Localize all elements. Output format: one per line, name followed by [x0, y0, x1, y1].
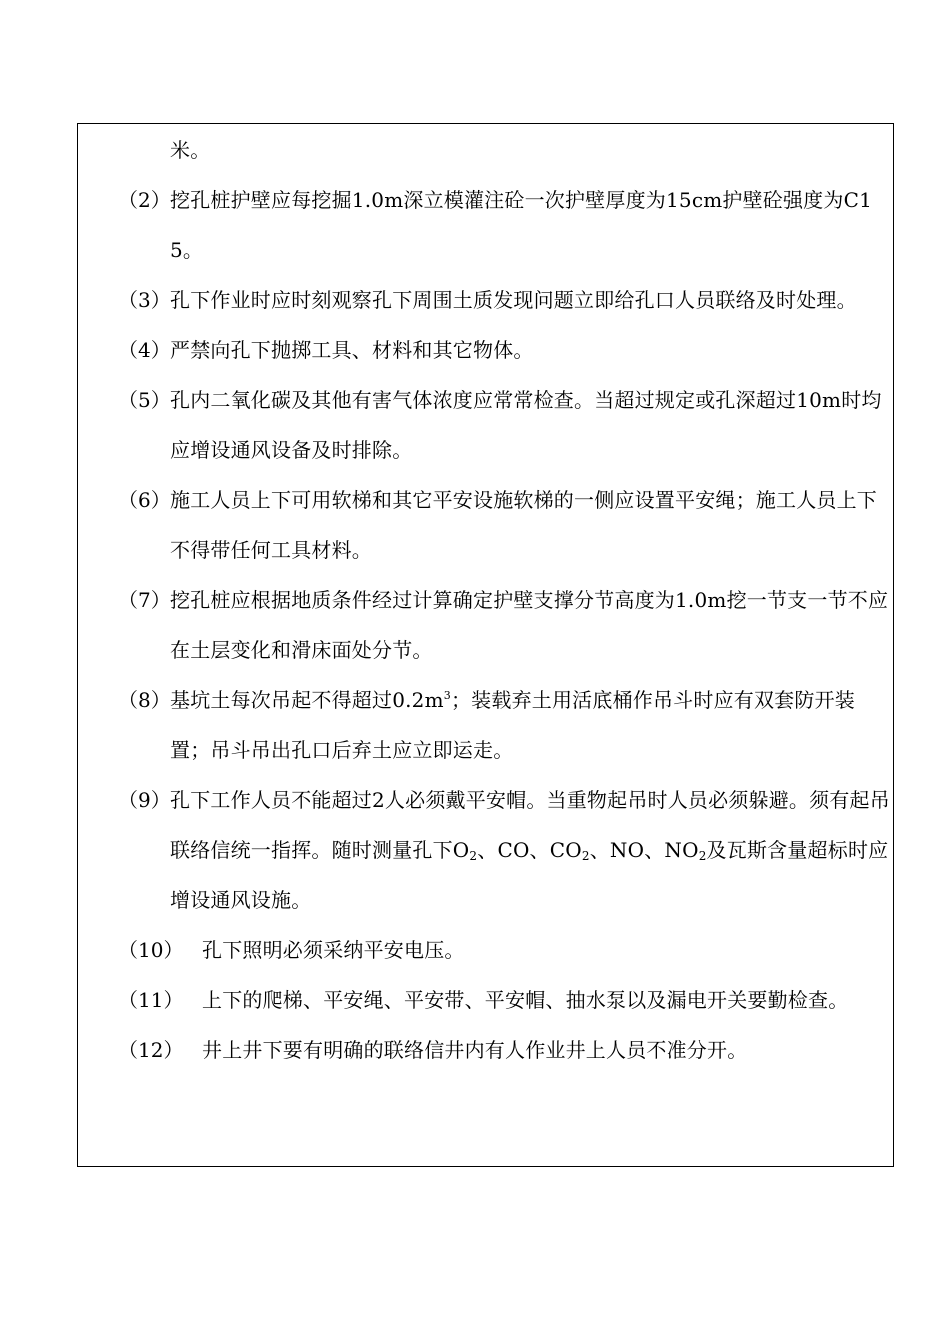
list-item — [118, 1025, 890, 1075]
subscript: 2 — [581, 849, 590, 863]
item-text-part: 、NO、NO — [589, 838, 699, 862]
list-item — [118, 275, 890, 325]
superscript: 3 — [443, 689, 451, 702]
item-number: （5） — [118, 388, 171, 412]
list-item — [118, 975, 890, 1025]
item-text: 挖孔桩护壁应每挖掘1.0m深立模灌注砼一次护壁厚度为15cm护壁砼强度为C15。 — [170, 188, 873, 262]
item-text-part: 及瓦斯含量超标时应增设通风设施。 — [170, 838, 889, 912]
list-item — [118, 675, 890, 775]
item-number: （10） — [118, 938, 184, 962]
item-number: （11） — [118, 988, 184, 1012]
subscript: 2 — [698, 849, 707, 863]
list-item — [118, 175, 890, 275]
item-number: （3） — [118, 288, 171, 312]
item-text: 施工人员上下可用软梯和其它平安设施软梯的一侧应设置平安绳；施工人员上下不得带任何工具材料。 — [170, 488, 877, 562]
item-text — [170, 675, 890, 775]
item-number: （9） — [118, 788, 171, 812]
item-number: （12） — [118, 1038, 184, 1062]
list-item — [118, 575, 890, 675]
continuation-text: 米。 — [170, 138, 211, 162]
item-number: （2） — [118, 188, 171, 212]
list-item — [118, 775, 890, 925]
list-item — [118, 475, 890, 575]
item-text: 挖孔桩应根据地质条件经过计算确定护壁支撑分节高度为1.0m挖一节支一节不应在土层变化和滑床面处分节。 — [170, 588, 889, 662]
item-text-part: ；装载弃土用活底桶作吊斗时应有双套防开装置；吊斗吊出孔口后弃土应立即运走。 — [170, 688, 855, 762]
item-number: （6） — [118, 488, 171, 512]
item-text: 上下的爬梯、平安绳、平安带、平安帽、抽水泵以及漏电开关要勤检查。 — [202, 988, 849, 1012]
subscript: 2 — [469, 849, 478, 863]
item-text: 井上井下要有明确的联络信井内有人作业井上人员不准分开。 — [202, 1038, 748, 1062]
item-text-part: 孔下工作人员不能超过2人必须戴平安帽。当重物起吊时人员必须躲避。须有起吊联络信统一指挥。随时测量孔下O — [170, 788, 890, 862]
item-number: （4） — [118, 338, 171, 362]
item-text: 孔下作业时应时刻观察孔下周围土质发现问题立即给孔口人员联络及时处理。 — [170, 288, 857, 312]
item-text-part: 基坑土每次吊起不得超过0.2m — [170, 688, 444, 712]
list-item — [118, 375, 890, 475]
item-number: （7） — [118, 588, 171, 612]
item-text: 严禁向孔下抛掷工具、材料和其它物体。 — [170, 338, 534, 362]
item-text-part: 、CO、CO — [477, 838, 582, 862]
item-text: 孔下照明必须采纳平安电压。 — [202, 938, 465, 962]
list-item — [118, 925, 890, 975]
document-body — [118, 125, 890, 1075]
item-text — [170, 775, 890, 925]
item-text: 孔内二氧化碳及其他有害气体浓度应常常检查。当超过规定或孔深超过10m时均应增设通风设备及时排除。 — [170, 388, 882, 462]
continuation-line — [118, 125, 890, 175]
item-number: （8） — [118, 688, 171, 712]
list-item — [118, 325, 890, 375]
